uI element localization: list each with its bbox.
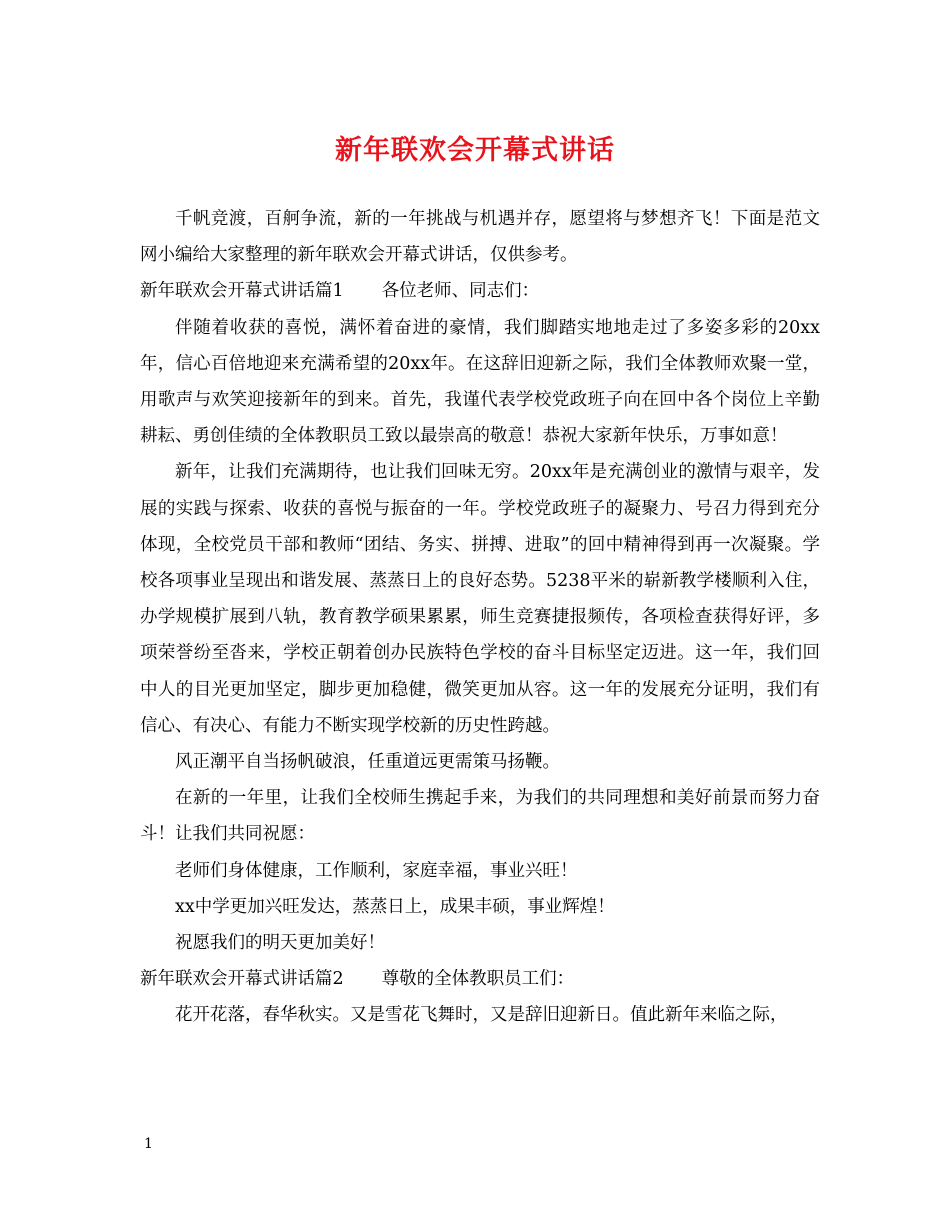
intro-paragraph: 千帆竞渡，百舸争流，新的一年挑战与机遇并存，愿望将与梦想齐飞！下面是范文网小编给大家整理的新年联欢会开幕式讲话，仅供参考。	[140, 209, 820, 266]
body-paragraph: 花开花落，春华秋实。又是雪花飞舞时，又是辞旧迎新日。值此新年来临之际，	[175, 1005, 788, 1026]
wish-line: 祝愿我们的明天更加美好！	[175, 933, 385, 954]
section-1-heading: 新年联欢会开幕式讲话篇1	[140, 281, 344, 302]
document-body	[140, 201, 820, 1034]
body-paragraph: 在新的一年里，让我们全校师生携起手来，为我们的共同理想和美好前景而努力奋斗！让我们共同祝愿：	[140, 788, 820, 845]
wish-line: xx中学更加兴旺发达，蒸蒸日上，成果丰硕，事业辉煌！	[175, 896, 615, 917]
section-2-heading-line	[140, 961, 820, 997]
section-2-heading: 新年联欢会开幕式讲话篇2	[140, 969, 344, 990]
body-paragraph: 新年，让我们充满期待，也让我们回味无穷。20xx年是充满创业的激情与艰辛，发展的实践与探索、收获的喜悦与振奋的一年。学校党政班子的凝聚力、号召力得到充分体现，全校党员干部和教师“团结、务实、拼搏、进取”的回中精神得到再一次凝聚。学校各项事业呈现出和谐发展、蒸蒸日上的良好态势。5238平米的崭新教学楼顺利入住，办学规模扩展到八轨，教育教学硕果累累，师生竞赛捷报频传，各项检查获得好评，多项荣誉纷至沓来，学校正朝着创办民族特色学校的奋斗目标坚定迈进。这一年，我们回中人的目光更加坚定，脚步更加稳健，微笑更加从容。这一年的发展充分证明，我们有信心、有决心、有能力不断实现学校新的历史性跨越。	[140, 462, 820, 736]
body-paragraph: 风正潮平自当扬帆破浪，任重道远更需策马扬鞭。	[175, 752, 560, 773]
document-title: 新年联欢会开幕式讲话	[335, 135, 615, 166]
section-1-heading-line	[140, 273, 820, 309]
body-paragraph: 伴随着收获的喜悦，满怀着奋进的豪情，我们脚踏实地地走过了多姿多彩的20xx年，信心百倍地迎来充满希望的20xx年。在这辞旧迎新之际，我们全体教师欢聚一堂，用歌声与欢笑迎接新年的到来。首先，我谨代表学校党政班子向在回中各个岗位上辛勤耕耘、勇创佳绩的全体教职员工致以最崇高的敬意！恭祝大家新年快乐，万事如意！	[140, 317, 820, 447]
section-1-salutation: 各位老师、同志们：	[381, 281, 540, 302]
section-2-salutation: 尊敬的全体教职员工们：	[381, 969, 575, 990]
page-number: 1	[144, 1136, 153, 1152]
wish-line: 老师们身体健康，工作顺利，家庭幸福，事业兴旺！	[175, 860, 578, 881]
